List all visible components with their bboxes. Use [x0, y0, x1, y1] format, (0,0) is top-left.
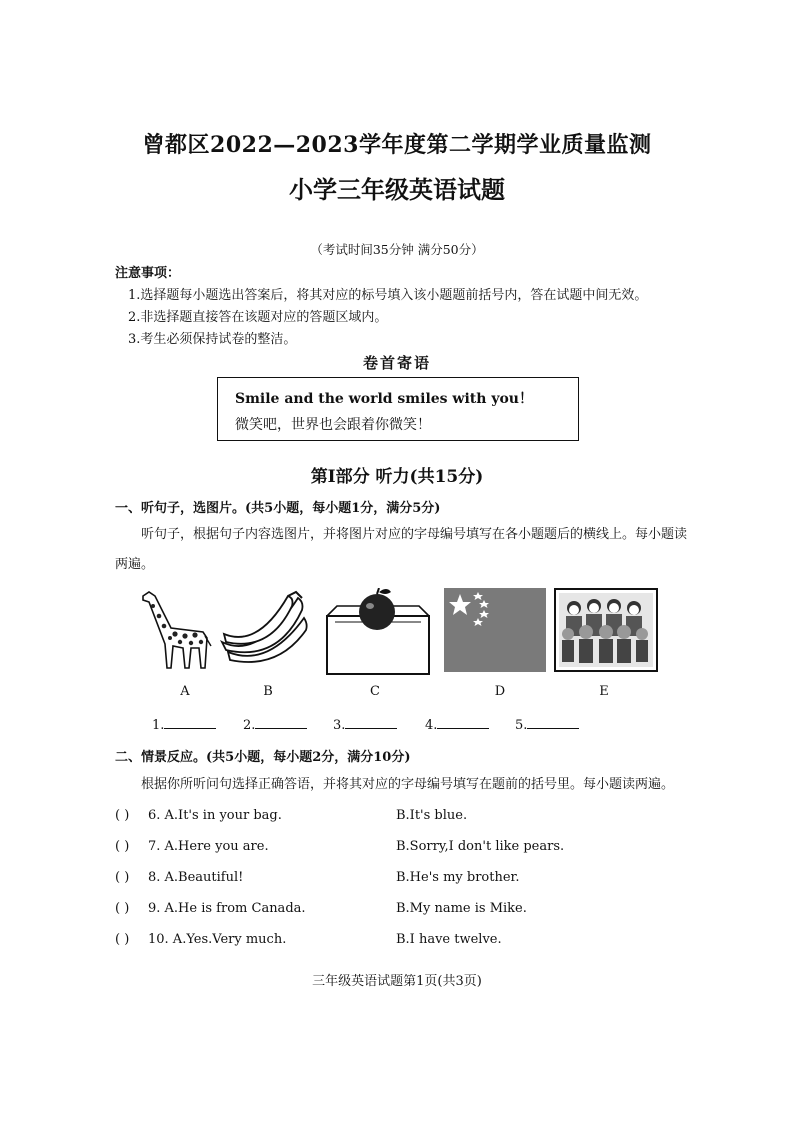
family-photo-icon	[554, 588, 658, 672]
answer-blank-5[interactable]	[515, 716, 579, 733]
motto-chinese: 微笑吧，世界也会跟着你微笑！	[235, 417, 431, 433]
blank-line	[437, 716, 489, 729]
exam-info: （考试时间35分钟 满分50分）	[310, 242, 484, 257]
picture-label-b: B	[263, 684, 273, 699]
question-8-option-b: B.He's my brother.	[396, 870, 520, 885]
blank-number: 4.	[425, 718, 438, 733]
answer-blank-2[interactable]	[243, 716, 307, 733]
picture-label-d: D	[494, 684, 506, 699]
note-item: 2.非选择题直接答在该题对应的答题区域内。	[128, 310, 388, 325]
blank-number: 1.	[152, 718, 165, 733]
question-9-option-b: B.My name is Mike.	[396, 901, 527, 916]
blank-number: 3.	[333, 718, 346, 733]
section1-instruction: 听句子，根据句子内容选图片，并将图片对应的字母编号填写在各小题题后的横线上。每小题读两遍。	[115, 527, 688, 572]
blank-line	[345, 716, 397, 729]
answer-paren-6[interactable]: ( )	[115, 808, 130, 823]
answer-paren-10[interactable]: ( )	[115, 932, 130, 947]
part1-heading: 第I部分 听力(共15分)	[310, 467, 484, 487]
blank-line	[255, 716, 307, 729]
answer-paren-9[interactable]: ( )	[115, 901, 130, 916]
blank-line	[527, 716, 579, 729]
answer-paren-7[interactable]: ( )	[115, 839, 130, 854]
exam-title: 曾都区2022—2023学年度第二学期学业质量监测	[142, 132, 652, 158]
page-footer: 三年级英语试题第1页(共3页)	[312, 974, 482, 989]
question-6-option-b: B.It's blue.	[396, 808, 468, 823]
motto-english: Smile and the world smiles with you！	[235, 391, 533, 407]
answer-blank-3[interactable]	[333, 716, 397, 733]
exam-subtitle: 小学三年级英语试题	[289, 175, 505, 204]
picture-label-a: A	[180, 684, 190, 699]
notes-heading: 注意事项：	[115, 266, 181, 281]
answer-blank-4[interactable]	[425, 716, 489, 733]
blank-number: 5.	[515, 718, 528, 733]
bananas-icon	[218, 590, 310, 668]
question-10-option-b: B.I have twelve.	[396, 932, 502, 947]
question-7-option-a: 7. A.Here you are.	[148, 839, 269, 854]
section2-instruction: 根据你所听问句选择正确答语，并将其对应的字母编号填写在题前的括号里。每小题读两遍。	[141, 777, 675, 792]
blank-number: 2.	[243, 718, 256, 733]
blank-line	[164, 716, 216, 729]
answer-blank-1[interactable]	[152, 716, 216, 733]
chinese-flag-icon	[444, 588, 546, 672]
motto-heading: 卷首寄语	[362, 354, 431, 372]
picture-label-e: E	[599, 684, 609, 699]
question-6-option-a: 6. A.It's in your bag.	[148, 808, 282, 823]
giraffe-icon	[135, 588, 213, 672]
question-7-option-b: B.Sorry,I don't like pears.	[396, 839, 565, 854]
picture-label-c: C	[370, 684, 380, 699]
answer-paren-8[interactable]: ( )	[115, 870, 130, 885]
question-10-option-a: 10. A.Yes.Very much.	[148, 932, 287, 947]
question-9-option-a: 9. A.He is from Canada.	[148, 901, 306, 916]
section1-heading: 一、听句子，选图片。(共5小题，每小题1分，满分5分)	[115, 501, 441, 516]
note-item: 3.考生必须保持试卷的整洁。	[128, 332, 297, 347]
section2-heading: 二、情景反应。(共5小题，每小题2分，满分10分)	[115, 750, 411, 765]
apple-in-box-icon	[325, 588, 431, 676]
note-item: 1.选择题每小题选出答案后，将其对应的标号填入该小题题前括号内，答在试题中间无效。	[128, 288, 648, 303]
question-8-option-a: 8. A.Beautiful!	[148, 870, 244, 885]
